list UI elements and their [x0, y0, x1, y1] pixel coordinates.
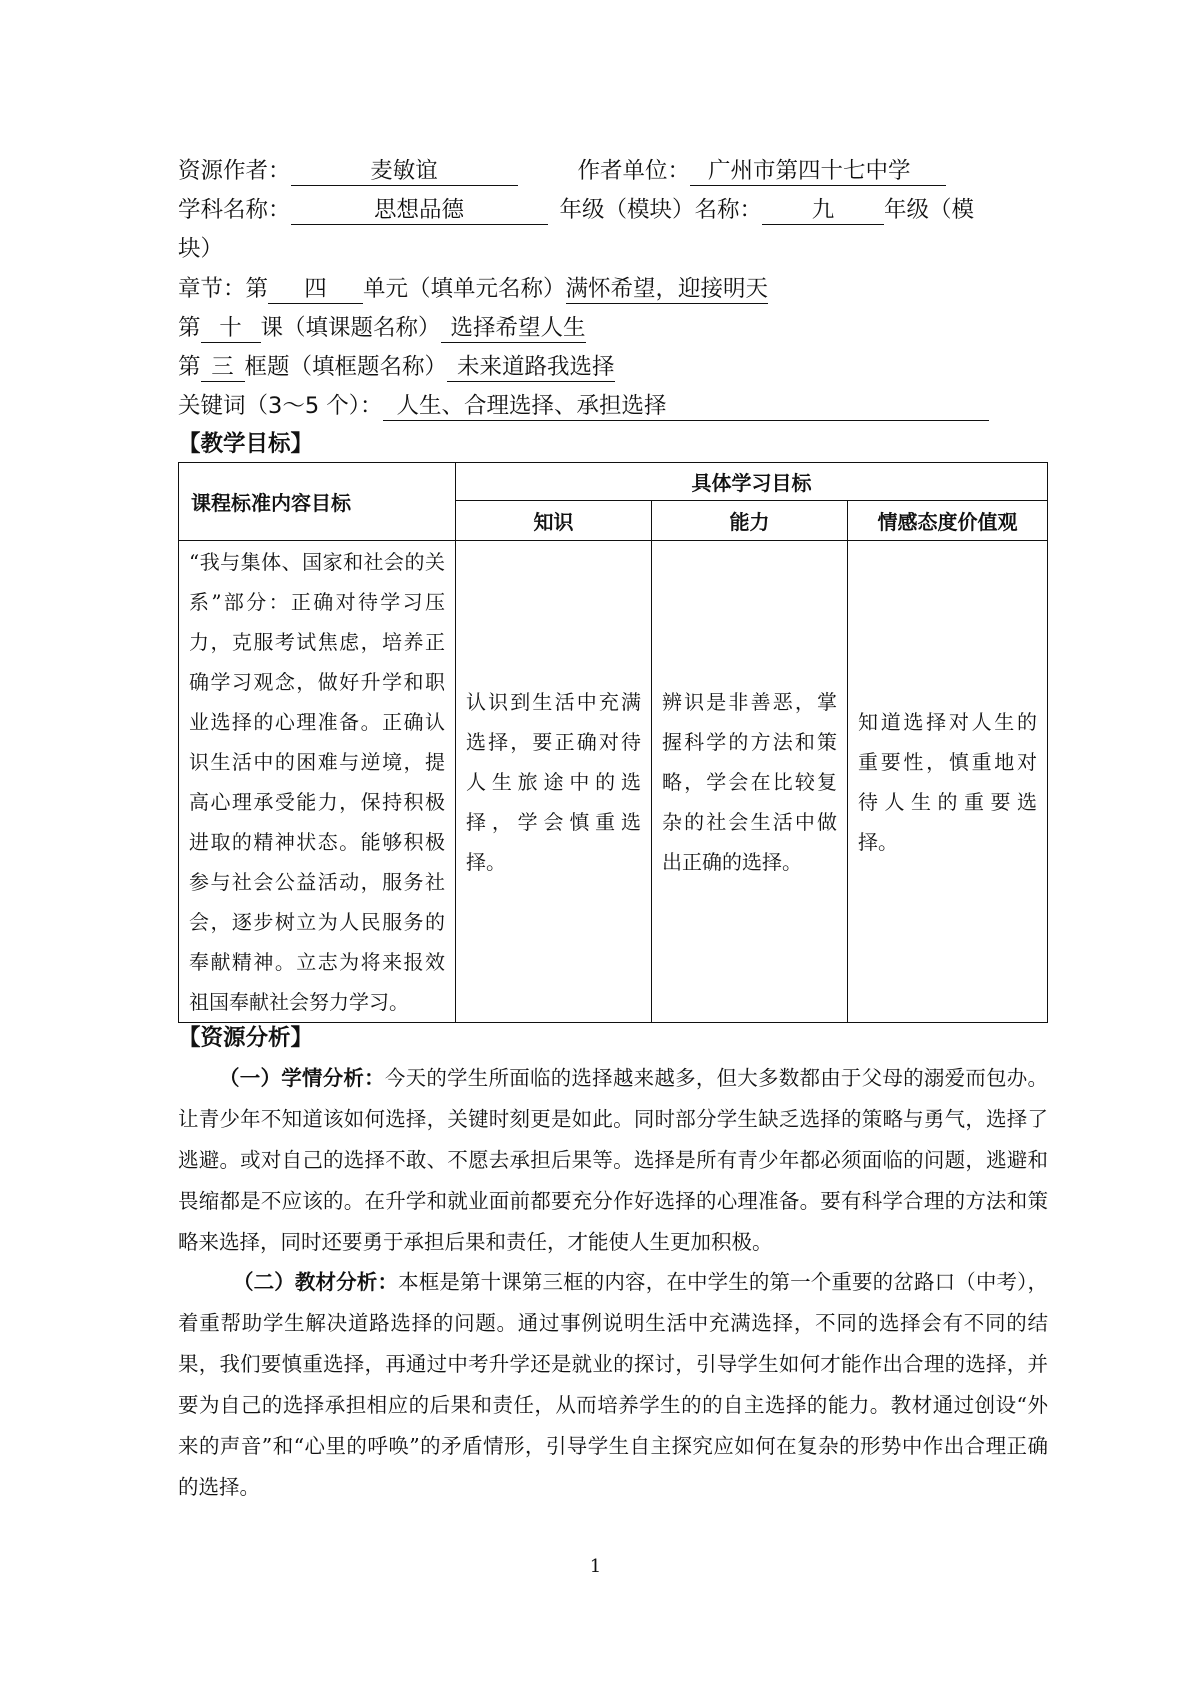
- subject-label: 学科名称：: [178, 197, 291, 223]
- page-number: 1: [589, 1556, 602, 1577]
- lesson-prefix: 第: [178, 315, 201, 341]
- ability-cell: 辨识是非善恶，掌握科学的方法和策略，学会在比较复杂的社会生活中做出正确的选择。: [652, 541, 848, 1023]
- chapter-mid: 单元（填单元名称）: [363, 276, 566, 302]
- frame-number: 三: [201, 353, 245, 382]
- analysis-p2-label: （二）教材分析：: [233, 1270, 399, 1294]
- frame-prefix: 第: [178, 354, 201, 380]
- knowledge-cell: 认识到生活中充满选择，要正确对待人生旅途中的选择，学会慎重选择。: [456, 541, 652, 1023]
- grade-suffix: 年级（模: [884, 197, 975, 223]
- col-header-knowledge: 知识: [456, 501, 652, 541]
- chapter-number: 四: [268, 275, 363, 304]
- frame-name: 未来道路我选择: [447, 353, 615, 382]
- analysis-paragraph-1: [178, 1058, 1048, 1263]
- lesson-mid: 课（填课题名称）: [260, 315, 441, 341]
- goals-title: 【教学目标】: [178, 431, 314, 457]
- chapter-name: 满怀希望，迎接明天: [565, 276, 769, 302]
- author-value: 麦敏谊: [291, 157, 518, 186]
- unit-value: 广州市第四十七中学: [690, 157, 946, 186]
- lesson-line: [178, 312, 586, 344]
- grade-suffix-wrap-line: [178, 233, 223, 265]
- author-label: 资源作者：: [178, 158, 291, 184]
- col-header-standard: 课程标准内容目标: [179, 463, 456, 541]
- col-header-emotion: 情感态度价值观: [848, 501, 1048, 541]
- author-line: [178, 155, 946, 187]
- analysis-p1-text: 今天的学生所面临的选择越来越多，但大多数都由于父母的溺爱而包办。让青少年不知道该如何选择，关键时刻更是如此。同时部分学生缺乏选择的策略与勇气，选择了逃避。或对自己的选择不敢、不愿去承担后果等。选择是所有青少年都必须面临的问题，逃避和畏缩都是不应该的。在升学和就业面前都要充分作好选择的心理准备。要有科学合理的方法和策略来选择，同时还要勇于承担后果和责任，才能使人生更加积极。: [178, 1066, 1049, 1254]
- subject-value: 思想品德: [291, 196, 548, 225]
- lesson-number: 十: [201, 314, 261, 343]
- analysis-paragraph-2: [178, 1262, 1048, 1508]
- standard-cell: “我与集体、国家和社会的关系”部分：正确对待学习压力，克服考试焦虑，培养正确学习观念，做好升学和职业选择的心理准备。正确认识生活中的困难与逆境，提高心理承受能力，保持积极进取的精神状态。能够积极参与社会公益活动，服务社会，逐步树立为人民服务的奉献精神。立志为将来报效祖国奉献社会努力学习。: [179, 541, 456, 1023]
- keywords-value: 人生、合理选择、承担选择: [383, 392, 989, 421]
- frame-mid: 框题（填框题名称）: [244, 354, 448, 380]
- subject-line: [178, 194, 974, 226]
- goals-table: [178, 462, 1048, 1023]
- analysis-title: 【资源分析】: [178, 1025, 314, 1051]
- grade-label: 年级（模块）名称：: [559, 197, 763, 223]
- grade-suffix-wrap: 块）: [178, 236, 224, 262]
- frame-line: [178, 351, 615, 383]
- keywords-line: [178, 390, 989, 422]
- chapter-line: [178, 273, 768, 305]
- emotion-cell: 知道选择对人生的重要性，慎重地对待人生的重要选择。: [848, 541, 1048, 1023]
- analysis-p2-text: 本框是第十课第三框的内容，在中学生的第一个重要的岔路口（中考），着重帮助学生解决道路选择的问题。通过事例说明生活中充满选择，不同的选择会有不同的结果，我们要慎重选择，再通过中考升学还是就业的探讨，引导学生如何才能作出合理的选择，并要为自己的选择承担相应的后果和责任，从而培养学生的的自主选择的能力。教材通过创设“外来的声音”和“心里的呼唤”的矛盾情形，引导学生自主探究应如何在复杂的形势中作出合理正确的选择。: [178, 1270, 1048, 1499]
- col-header-ability: 能力: [652, 501, 848, 541]
- keywords-label: 关键词（3～5 个）：: [178, 393, 383, 419]
- col-header-specific: 具体学习目标: [456, 463, 1048, 501]
- unit-label: 作者单位：: [577, 158, 691, 184]
- grade-value: 九: [762, 196, 884, 225]
- lesson-name: 选择希望人生: [441, 314, 586, 343]
- chapter-prefix: 章节：第: [178, 276, 269, 302]
- analysis-p1-label: （一）学情分析：: [219, 1066, 385, 1090]
